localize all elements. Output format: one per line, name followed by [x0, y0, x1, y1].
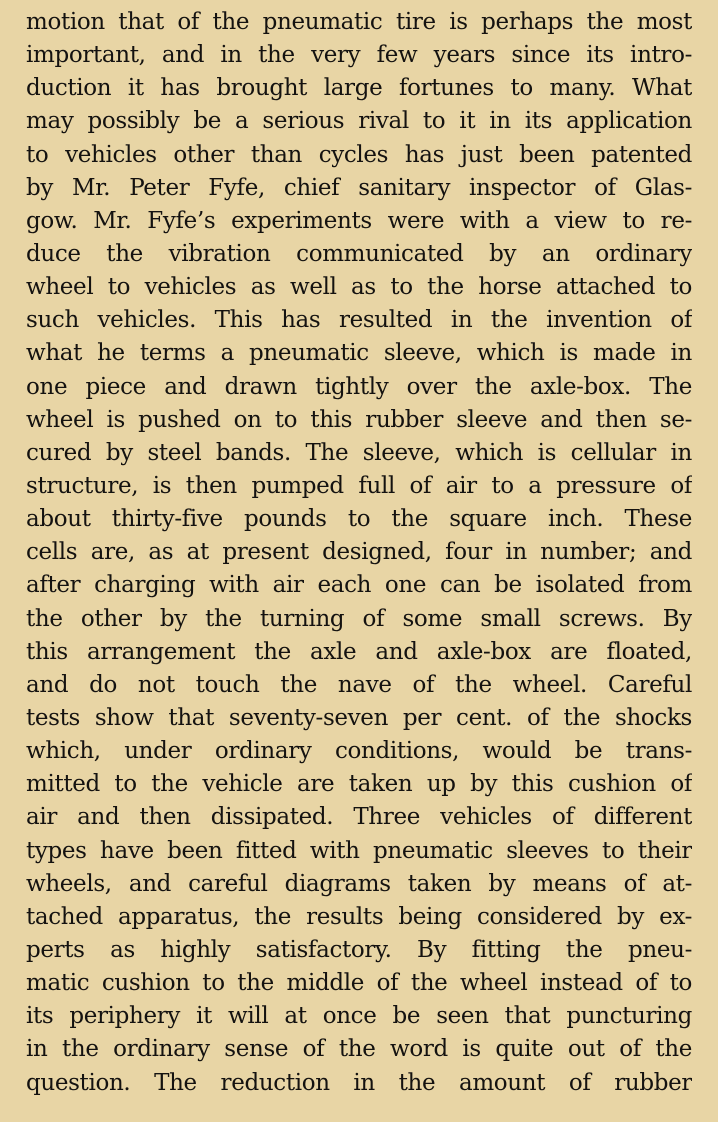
text-line: and do not touch the nave of the wheel. Careful [26, 671, 692, 698]
text-line: mitted to the vehicle are taken up by this cushion of [26, 771, 692, 798]
text-line: wheel is pushed on to this rubber sleeve and then se- [26, 406, 692, 433]
text-line: its periphery it will at once be seen that puncturing [26, 1003, 692, 1030]
text-line: wheel to vehicles as well as to the horse attached to [26, 274, 692, 301]
text-line: important, and in the very few years since its intro- [26, 42, 692, 69]
text-line: the other by the turning of some small screws. By [26, 605, 692, 632]
text-line: gow. Mr. Fyfe’s experiments were with a view to re- [26, 207, 692, 234]
text-line: motion that of the pneumatic tire is perhaps the most [26, 9, 692, 35]
text-line: cured by steel bands. The sleeve, which is cellular in [26, 439, 692, 466]
text-line: types have been fitted with pneumatic sleeves to their [26, 837, 692, 864]
text-line: such vehicles. This has resulted in the invention of [26, 307, 692, 334]
text-line: this arrangement the axle and axle-box are floated, [26, 638, 692, 665]
text-line: one piece and drawn tightly over the axle-box. The [26, 373, 692, 400]
text-line: by Mr. Peter Fyfe, chief sanitary inspector of Glas- [26, 174, 692, 201]
text-line: about thirty-five pounds to the square inch. These [26, 506, 692, 533]
text-line: after charging with air each one can be isolated from [26, 572, 692, 599]
text-line: tached apparatus, the results being considered by ex- [26, 903, 692, 930]
text-line: in the ordinary sense of the word is quite out of the [26, 1036, 692, 1063]
text-line: perts as highly satisfactory. By fitting the pneu- [26, 936, 692, 963]
text-line: duce the vibration communicated by an ordinary [26, 240, 692, 267]
article-text [26, 6, 692, 1100]
text-line: question. The reduction in the amount of rubber [26, 1069, 692, 1096]
text-line: structure, is then pumped full of air to a pressure of [26, 472, 692, 499]
text-line: which, under ordinary conditions, would be trans- [26, 738, 692, 765]
text-line: tests show that seventy-seven per cent. of the shocks [26, 704, 692, 731]
text-line: may possibly be a serious rival to it in its application [26, 108, 692, 135]
text-line: air and then dissipated. Three vehicles of different [26, 804, 692, 831]
text-line: to vehicles other than cycles has just been patented [26, 141, 692, 168]
text-line: what he terms a pneumatic sleeve, which is made in [26, 340, 692, 367]
text-line: cells are, as at present designed, four in number; and [26, 539, 692, 566]
text-line: wheels, and careful diagrams taken by means of at- [26, 870, 692, 897]
text-line: matic cushion to the middle of the wheel instead of to [26, 970, 692, 997]
text-line: duction it has brought large fortunes to many. What [26, 75, 692, 102]
